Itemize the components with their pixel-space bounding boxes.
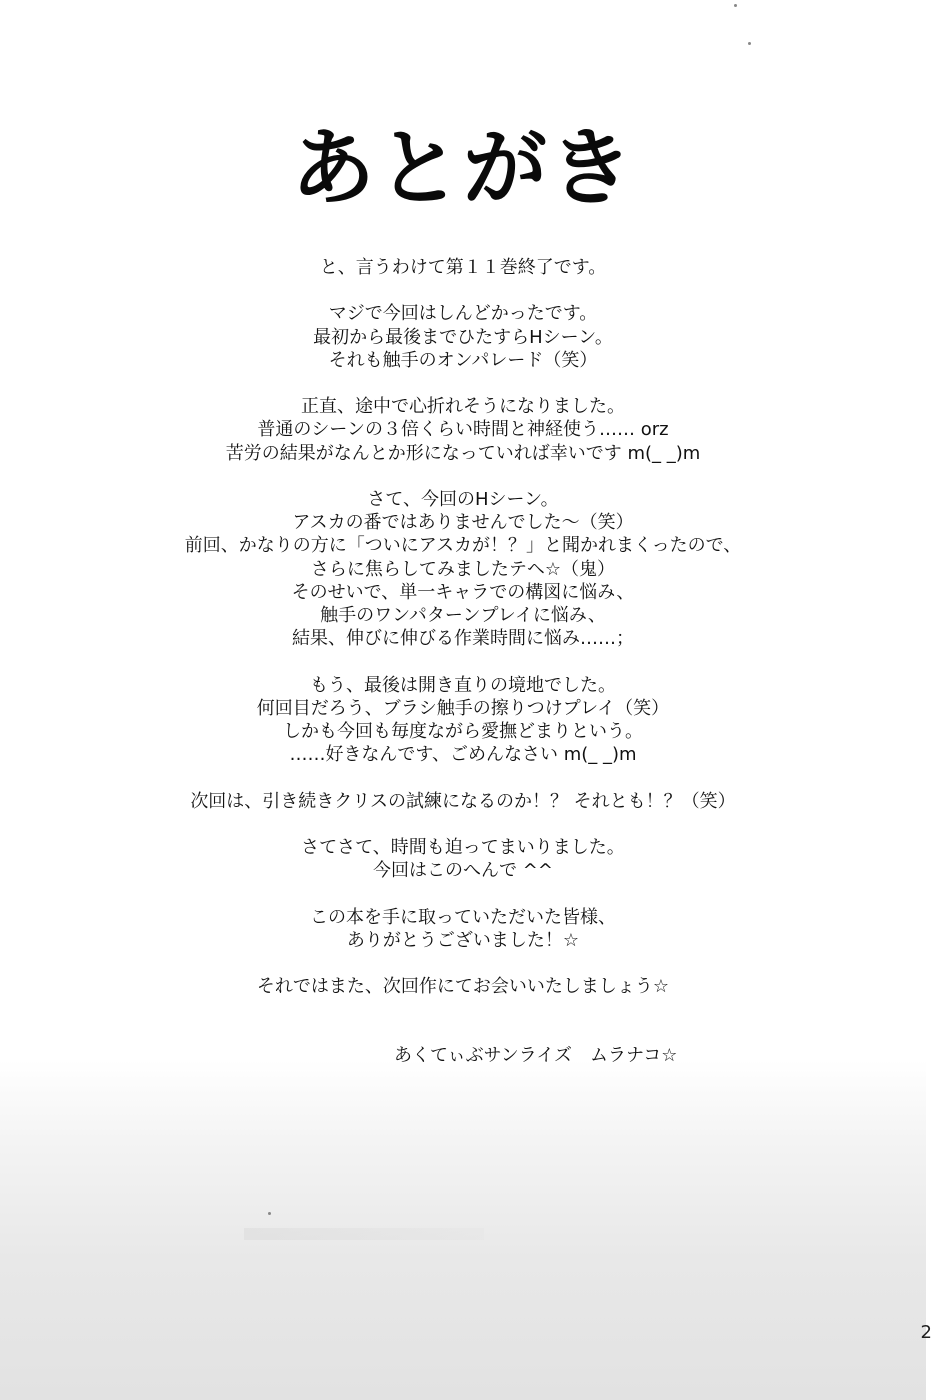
dust-speck [748,42,751,45]
text-line: 普通のシーンの３倍くらい時間と神経使う…… orz [257,419,669,441]
paragraph-7 [0,836,926,882]
text-line: さて、今回のHシーン。 [367,488,559,510]
text-line: ……好きなんです、ごめんなさい m(_ _)m [289,744,637,766]
paragraph-9 [0,975,926,998]
text-line: 苦労の結果がなんとか形になっていれば幸いです m(_ _)m [225,442,701,464]
text-line: さてさて、時間も迫ってまいりました。 [301,836,625,858]
paragraph-6 [0,790,926,813]
text-line: さらに焦らしてみましたテヘ☆（鬼） [310,558,616,580]
text-line: アスカの番ではありませんでした～（笑） [292,512,634,534]
text-line: 触手のワンパターンプレイに悩み、 [320,605,606,626]
text-line: 次回は、引き続きクリスの試練になるのか！？ それとも！？（笑） [190,790,736,812]
text-line: 何回目だろう、ブラシ触手の擦りつけプレイ（笑） [256,697,670,719]
text-line: もう、最後は開き直りの境地でした。 [310,674,616,696]
author-signature: あくてぃぶサンライズ ムラナコ☆ [394,1045,678,1066]
text-line: 正直、途中で心折れそうになりました。 [301,396,625,418]
page-number: 2 [920,1322,932,1343]
text-line: それではまた、次回作にてお会いいたしましょう☆ [256,976,670,998]
page-title: あとがき [290,119,635,217]
paragraph-4 [0,488,926,650]
text-line: ありがとうございました！☆ [346,929,580,951]
text-line: 前回、かなりの方に「ついにアスカが！？」と聞かれまくったので、 [184,535,742,557]
text-line: 最初から最後までひたすらHシーン。 [313,326,613,348]
paragraph-5 [0,674,926,767]
paragraph-3 [0,395,926,465]
text-line: しかも今回も毎度ながら愛撫どまりという。 [283,721,643,742]
afterword-body [0,256,926,1022]
text-line: と、言うわけて第１１巻終了です。 [319,257,607,278]
dust-speck [268,1212,271,1215]
text-line: 結果、伸びに伸びる作業時間に悩み……； [292,628,634,650]
text-line: この本を手に取っていただいた皆様、 [310,906,616,928]
text-line: それも触手のオンパレード（笑） [328,349,598,371]
text-line: そのせいで、単一キャラでの構図に悩み、 [291,581,635,603]
paragraph-1 [0,256,926,279]
paragraph-8 [0,906,926,952]
text-line: 今回はこのへんで ^^ [373,860,553,882]
text-line: マジで今回はしんどかったです。 [328,303,598,325]
faint-bleed-through-mark [244,1228,484,1240]
paragraph-2 [0,302,926,372]
dust-speck [734,4,737,7]
